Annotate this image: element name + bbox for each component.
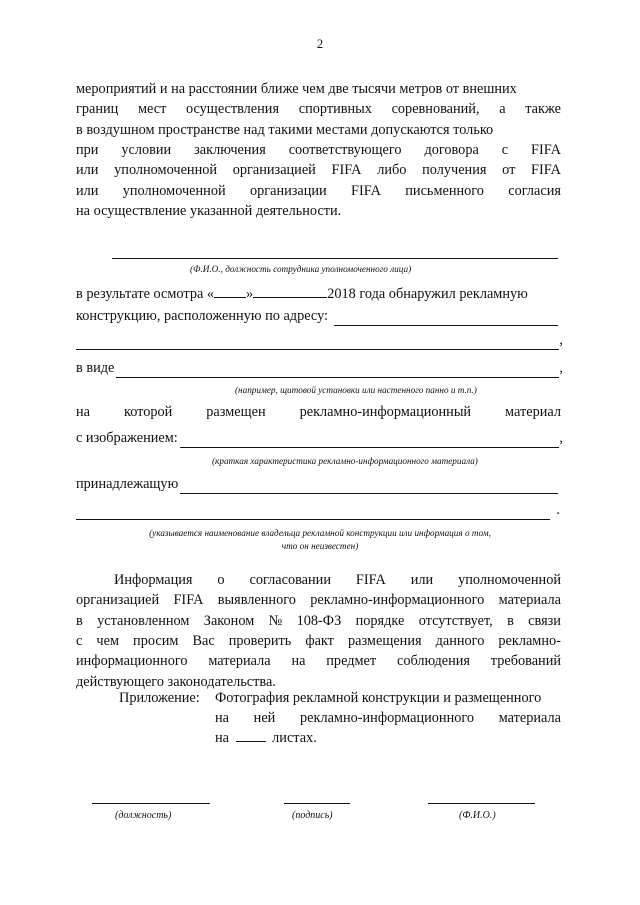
word: уполномоченной: [122, 182, 226, 199]
image-row: [76, 428, 563, 448]
word: предмет: [326, 653, 377, 670]
word: соблюдения: [396, 653, 470, 670]
word: FIFA: [331, 162, 362, 179]
word: отсутствует,: [418, 612, 493, 629]
word: выявленного: [217, 592, 296, 609]
word: осуществления: [186, 101, 280, 118]
word: условии: [121, 141, 172, 158]
word: установленном: [97, 612, 190, 629]
owner-caption-line1: (указывается наименование владельца рекламной конструкции или информация о том,: [149, 528, 491, 538]
word: проверить: [228, 632, 292, 649]
attachment-line2: [215, 708, 561, 728]
word: а: [499, 101, 506, 118]
inspection-line: [76, 284, 528, 304]
word: заключения: [194, 141, 266, 158]
word: организацией: [76, 592, 160, 609]
paragraph2-line: [76, 590, 561, 610]
signature-line[interactable]: [284, 803, 350, 804]
word: требований: [490, 653, 561, 670]
address-row: [76, 306, 558, 326]
inspection-prefix: в результате осмотра «: [76, 286, 215, 302]
owner-blank-field-2[interactable]: [76, 505, 550, 520]
word: Информация: [114, 572, 193, 588]
word: рекламно-: [498, 632, 561, 649]
word: получения: [422, 162, 487, 179]
paragraph1-line: [76, 160, 561, 180]
word: от: [502, 162, 516, 179]
fio-signature-line[interactable]: [428, 803, 535, 804]
word: факт: [305, 632, 334, 649]
word: порядке: [355, 612, 405, 629]
image-label: с изображением:: [76, 430, 178, 446]
word: спортивных: [298, 101, 372, 118]
owner-continuation-row: [76, 500, 560, 520]
owner-period: .: [556, 502, 560, 518]
word: в воздушном пространстве над такими местами допускаются только: [76, 121, 494, 138]
word: в: [76, 612, 83, 629]
kind-row: [76, 358, 563, 378]
placed-word: рекламно-информационный: [299, 404, 472, 420]
placed-word: размещен: [206, 404, 266, 420]
word: на: [291, 653, 306, 670]
placed-word: на: [76, 404, 90, 420]
kind-caption: (например, щитовой установки или настенного панно и т.п.): [235, 385, 477, 395]
attachment-word: на: [215, 710, 229, 726]
word: или: [410, 572, 434, 588]
sheets-count-blank-field[interactable]: [236, 729, 266, 742]
word: с: [76, 632, 83, 649]
kind-blank-field[interactable]: [116, 363, 559, 378]
owner-caption-line2: что он неизвестен): [281, 541, 359, 551]
inspection-quote-close: »: [246, 286, 254, 302]
word: информационного: [76, 653, 188, 670]
fio-caption: (Ф.И.О., должность сотрудника уполномоченного лица): [190, 264, 412, 274]
kind-comma: ,: [559, 360, 563, 376]
address-continuation-row: [76, 330, 563, 350]
attachment-word: материала: [498, 710, 561, 726]
word: либо: [377, 162, 407, 179]
paragraph2-line: [76, 651, 561, 671]
position-caption: (должность): [115, 810, 172, 821]
word: или: [76, 182, 99, 199]
word: Вас: [192, 632, 215, 649]
signature-caption: (подпись): [292, 810, 333, 821]
fio-underline: [112, 258, 558, 259]
attachment-word: ней: [253, 710, 276, 726]
word: договора: [424, 141, 479, 158]
word: чем: [96, 632, 119, 649]
placed-word: материал: [505, 404, 561, 420]
word: организацией: [232, 162, 316, 179]
paragraph2-last-line: действующего законодательства.: [76, 673, 276, 690]
word: 108-ФЗ: [296, 612, 342, 629]
word: организации: [249, 182, 327, 199]
word: материала: [498, 592, 561, 609]
word: о: [217, 572, 225, 588]
fio-signature-caption: (Ф.И.О.): [459, 810, 496, 821]
word: согласовании: [249, 572, 331, 588]
word: при: [76, 141, 99, 158]
word: соревнований,: [391, 101, 480, 118]
image-blank-field[interactable]: [180, 433, 560, 448]
address-blank-field-2[interactable]: [76, 335, 559, 350]
image-caption: (краткая характеристика рекламно-информационного материала): [212, 456, 478, 466]
word: согласия: [508, 182, 561, 199]
attachment-word: рекламно-информационного: [300, 710, 475, 726]
address-label: конструкцию, расположенную по адресу:: [76, 308, 329, 324]
position-signature-line[interactable]: [92, 803, 210, 804]
paragraph1-line: [76, 79, 561, 99]
address-comma: ,: [559, 332, 563, 348]
paragraph1-line: [76, 140, 561, 160]
kind-label: в виде: [76, 360, 115, 376]
paragraph2-line: [76, 611, 561, 631]
image-comma: ,: [559, 430, 563, 446]
word: рекламно-информационного: [310, 592, 485, 609]
word: или: [76, 162, 99, 179]
word: FIFA: [531, 162, 561, 179]
word: уполномоченной: [458, 572, 561, 588]
paragraph1-last-line: на осуществление указанной деятельности.: [76, 202, 342, 219]
attachment-line1: Фотография рекламной конструкции и размещенного: [215, 690, 542, 706]
owner-row: [76, 474, 558, 494]
word: с: [501, 141, 509, 158]
word: также: [525, 101, 561, 118]
word: №: [268, 612, 283, 629]
word: FIFA: [173, 592, 204, 609]
word: мероприятий и на расстоянии ближе чем две тысячи метров от внешних: [76, 81, 517, 97]
placed-word: которой: [123, 404, 173, 420]
word: уполномоченной: [114, 162, 218, 179]
day-blank-field[interactable]: [214, 285, 246, 298]
word: мест: [137, 101, 167, 118]
attachment-line3-suffix: листах.: [272, 730, 317, 746]
word: письменного: [405, 182, 484, 199]
word: размещения: [347, 632, 422, 649]
word: Законом: [203, 612, 255, 629]
word: данного: [435, 632, 485, 649]
owner-label: принадлежащую: [76, 476, 179, 492]
word: просим: [133, 632, 179, 649]
word: FIFA: [351, 182, 381, 199]
owner-blank-field[interactable]: [180, 479, 558, 494]
paragraph1-line: [76, 181, 561, 201]
paragraph2-line: [114, 570, 561, 590]
attachment-line3-prefix: на: [215, 730, 229, 746]
month-blank-field[interactable]: [253, 285, 327, 298]
paragraph2-line: [76, 631, 561, 651]
word: FIFA: [355, 572, 386, 588]
word: в: [507, 612, 514, 629]
word: материала: [208, 653, 271, 670]
word: FIFA: [531, 141, 561, 158]
page-number: 2: [316, 36, 324, 51]
word: связи: [528, 612, 561, 629]
attachment-line3: [215, 728, 317, 748]
paragraph1-line: [76, 120, 561, 140]
paragraph1-line: [76, 99, 561, 119]
word: границ: [76, 101, 119, 118]
address-blank-field[interactable]: [334, 311, 558, 326]
inspection-suffix: 2018 года обнаружил рекламную: [327, 286, 528, 302]
attachment-label: Приложение:: [119, 690, 200, 706]
word: соответствующего: [288, 141, 402, 158]
placed-material-line: [76, 402, 561, 422]
